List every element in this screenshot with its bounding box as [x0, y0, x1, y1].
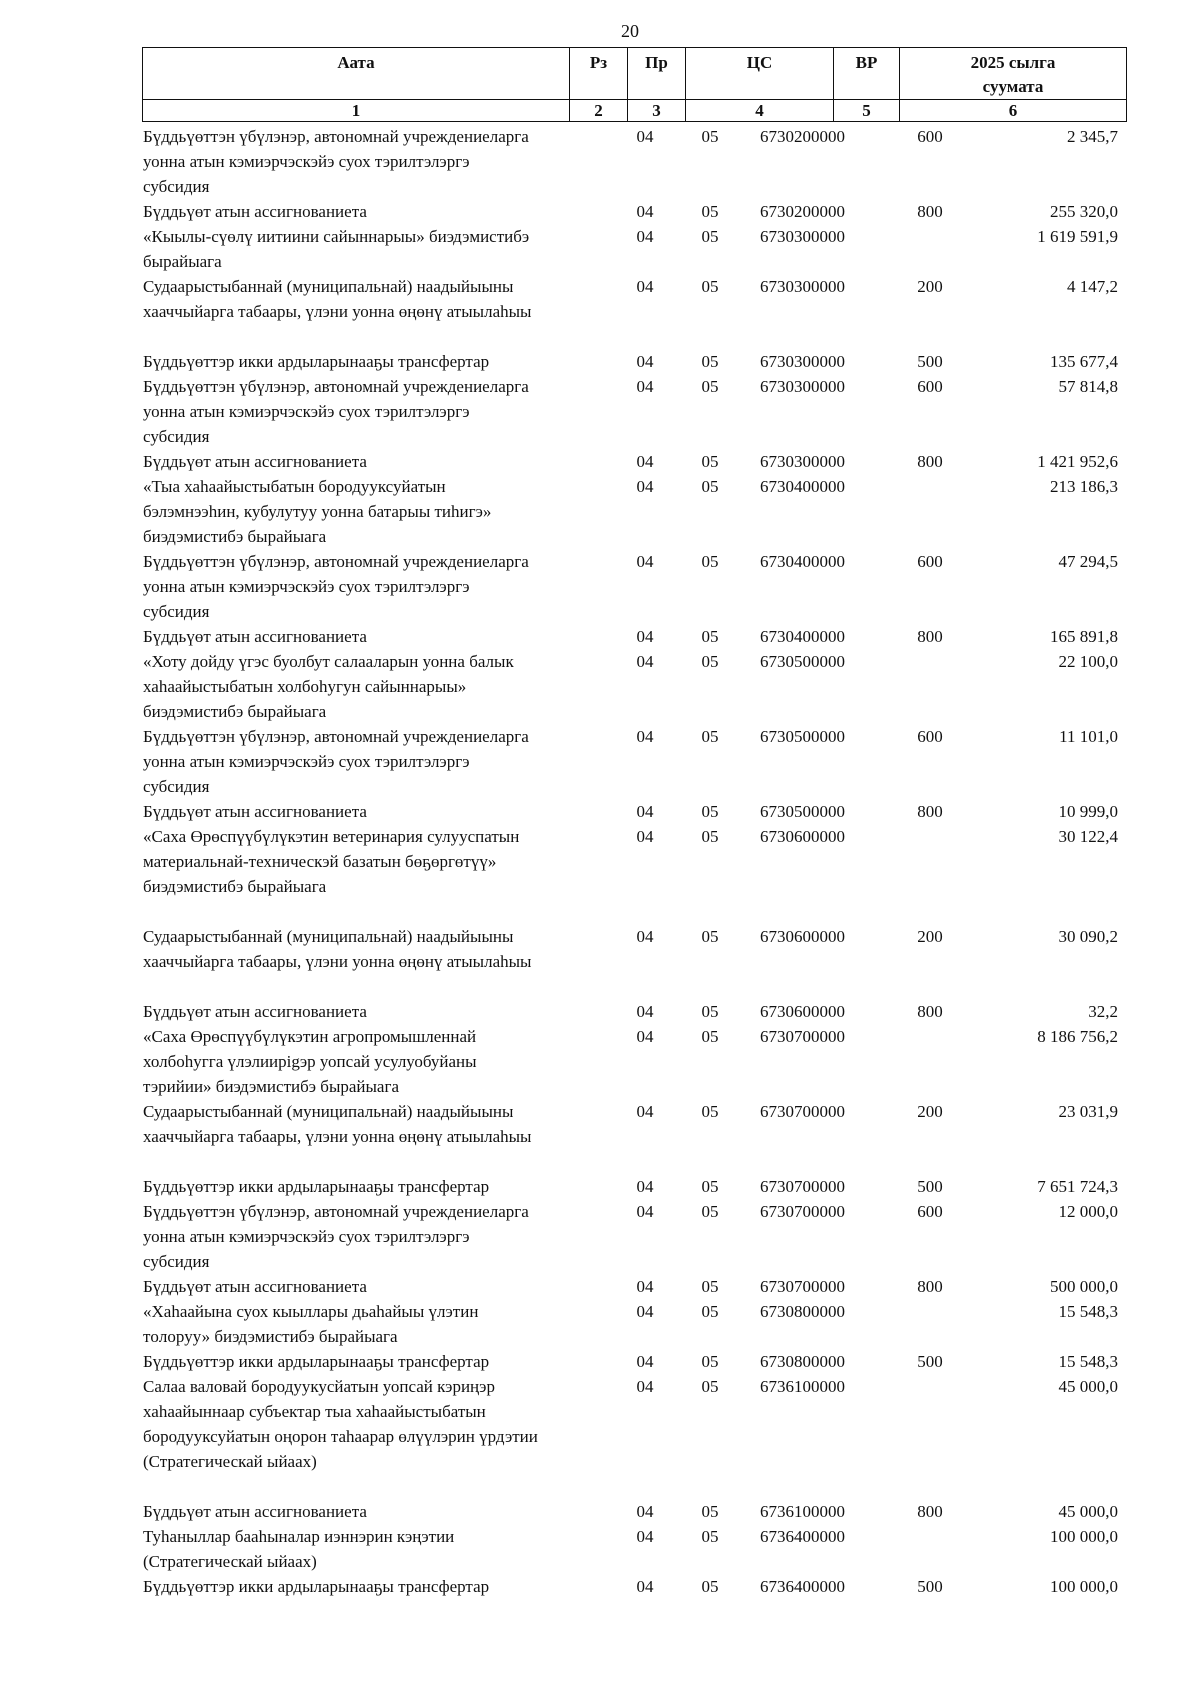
row-rz: 04	[636, 1277, 654, 1296]
row-name-line: «Саха Өрөспүүбүлүкэтин ветеринария сулууспатын	[143, 827, 520, 846]
row-name-line: Судаарыстыбаннай (муниципальнай) наадыйыыны	[143, 1102, 514, 1121]
header-sum-line1: 2025 сылга	[970, 53, 1056, 72]
row-pr: 05	[701, 1502, 719, 1521]
row-sum: 23 031,9	[1058, 1102, 1118, 1121]
row-name-line: хаһаайыннаар субъектар тыа хаһаайыстыбатын	[143, 1402, 486, 1421]
row-pr: 05	[701, 1277, 719, 1296]
table-row	[0, 374, 1200, 449]
row-name-line: уонна атын кэмиэрчэскэйэ суох тэрилтэлэргэ	[143, 402, 470, 421]
row-name	[143, 724, 618, 799]
row-name-line: «Тыа хаһаайыстыбатын бородууксуйатын	[143, 477, 446, 496]
row-name	[143, 1574, 618, 1599]
row-name-line: (Стратегическай ыйаах)	[143, 1452, 317, 1471]
row-vr: 500	[917, 1352, 943, 1371]
row-cs: 6730300000	[760, 277, 845, 296]
row-cs: 6730800000	[760, 1302, 845, 1321]
row-sum: 4 147,2	[1067, 277, 1118, 296]
header-number-2: 2	[570, 100, 628, 122]
row-cs: 6730800000	[760, 1352, 845, 1371]
row-rz: 04	[636, 1377, 654, 1396]
row-pr: 05	[701, 1302, 719, 1321]
table-row	[0, 1174, 1200, 1199]
row-rz: 04	[636, 1102, 654, 1121]
row-pr: 05	[701, 1027, 719, 1046]
header-pr: Пр	[628, 48, 686, 100]
row-name-line: хааччыйарга табаары, үлэни уонна өңөнү атыылаһыы	[143, 1127, 532, 1146]
header-number-1: 1	[143, 100, 570, 122]
table-row	[0, 124, 1200, 199]
table-row	[0, 649, 1200, 724]
page-number: 20	[621, 21, 639, 41]
row-pr: 05	[701, 1577, 719, 1596]
row-pr: 05	[701, 452, 719, 471]
row-name	[143, 274, 618, 324]
row-sum: 500 000,0	[1050, 1277, 1118, 1296]
row-rz: 04	[636, 1502, 654, 1521]
row-vr: 600	[917, 727, 943, 746]
row-name-line: «Саха Өрөспүүбүлүкэтин агропромышленнай	[143, 1027, 477, 1046]
row-name-line: хааччыйарга табаары, үлэни уонна өңөнү атыылаһыы	[143, 952, 532, 971]
row-name-line: Бүддьүөт атын ассигнованиета	[143, 1502, 367, 1521]
row-rz: 04	[636, 227, 654, 246]
row-name	[143, 374, 618, 449]
header-number-5: 5	[834, 100, 900, 122]
row-rz: 04	[636, 377, 654, 396]
row-pr: 05	[701, 927, 719, 946]
row-rz: 04	[636, 1352, 654, 1371]
row-sum: 2 345,7	[1067, 127, 1118, 146]
row-name-line: бэлэмнээһин, кубулутуу уонна батарыы тиһигэ»	[143, 502, 492, 521]
header-name: Аата	[143, 48, 570, 100]
row-rz: 04	[636, 802, 654, 821]
row-name-line: Бүддьүөттэр икки ардыларынааҕы трансфертар	[143, 352, 490, 371]
row-name-line: Судаарыстыбаннай (муниципальнай) наадыйыыны	[143, 927, 514, 946]
header-vr: ВР	[834, 48, 900, 100]
row-name-line: Бүддьүөттэн үбүлэнэр, автономнай учреждениеларга	[143, 1202, 529, 1221]
row-cs: 6730700000	[760, 1102, 845, 1121]
row-rz: 04	[636, 1002, 654, 1021]
row-name	[143, 124, 618, 199]
row-name-line: Бүддьүөттэн үбүлэнэр, автономнай учреждениеларга	[143, 727, 529, 746]
row-pr: 05	[701, 802, 719, 821]
table-row	[0, 624, 1200, 649]
header-cs: ЦС	[686, 48, 834, 100]
row-pr: 05	[701, 377, 719, 396]
row-sum: 8 186 756,2	[1037, 1027, 1118, 1046]
row-name	[143, 1174, 618, 1199]
row-name	[143, 1524, 618, 1574]
row-name-line: материальнай-техническэй базатын бөҕөргөтүү»	[143, 852, 497, 871]
row-vr: 800	[917, 802, 943, 821]
table-row	[0, 1274, 1200, 1299]
row-cs: 6730700000	[760, 1202, 845, 1221]
row-sum: 10 999,0	[1058, 802, 1118, 821]
row-sum: 30 090,2	[1058, 927, 1118, 946]
row-vr: 500	[917, 1177, 943, 1196]
row-vr: 800	[917, 627, 943, 646]
row-name-line: уонна атын кэмиэрчэскэйэ суох тэрилтэлэргэ	[143, 152, 470, 171]
row-rz: 04	[636, 1527, 654, 1546]
row-cs: 6730500000	[760, 652, 845, 671]
row-name	[143, 224, 618, 274]
row-name-line: Бүддьүөттэн үбүлэнэр, автономнай учреждениеларга	[143, 377, 529, 396]
row-name-line: тoлоруу» биэдэмистибэ бырайыага	[143, 1327, 398, 1346]
row-name-line: Бүддьүөт атын ассигнованиета	[143, 627, 367, 646]
row-name	[143, 1499, 618, 1524]
row-vr: 800	[917, 202, 943, 221]
row-pr: 05	[701, 1377, 719, 1396]
row-pr: 05	[701, 827, 719, 846]
row-cs: 6730300000	[760, 227, 845, 246]
row-pr: 05	[701, 652, 719, 671]
row-name	[143, 474, 618, 549]
table-row	[0, 224, 1200, 274]
row-pr: 05	[701, 552, 719, 571]
row-sum: 255 320,0	[1050, 202, 1118, 221]
row-vr: 800	[917, 1002, 943, 1021]
row-pr: 05	[701, 1002, 719, 1021]
row-name	[143, 199, 618, 224]
row-name-line: Бүддьүөттэн үбүлэнэр, автономнай учреждениеларга	[143, 127, 529, 146]
row-rz: 04	[636, 127, 654, 146]
row-name	[143, 1274, 618, 1299]
row-name	[143, 1299, 618, 1349]
row-cs: 6730400000	[760, 552, 845, 571]
row-name-line: биэдэмистибэ бырайыага	[143, 877, 327, 896]
row-vr: 200	[917, 927, 943, 946]
row-pr: 05	[701, 277, 719, 296]
row-pr: 05	[701, 202, 719, 221]
row-sum: 30 122,4	[1058, 827, 1118, 846]
row-name	[143, 1099, 618, 1149]
row-name-line: Судаарыстыбаннай (муниципальнай) наадыйыыны	[143, 277, 514, 296]
table-row	[0, 824, 1200, 899]
row-vr: 800	[917, 1277, 943, 1296]
row-cs: 6730600000	[760, 1002, 845, 1021]
row-rz: 04	[636, 827, 654, 846]
table-row	[0, 1524, 1200, 1574]
row-name	[143, 824, 618, 899]
row-name-line: Бүддьүөттэр икки ардыларынааҕы трансфертар	[143, 1352, 490, 1371]
row-name-line: биэдэмистибэ бырайыага	[143, 702, 327, 721]
header-number-6: 6	[900, 100, 1127, 122]
row-pr: 05	[701, 227, 719, 246]
row-pr: 05	[701, 727, 719, 746]
table-row	[0, 449, 1200, 474]
row-cs: 6730300000	[760, 452, 845, 471]
row-cs: 6730300000	[760, 352, 845, 371]
row-name-line: Бүддьүөттэр икки ардыларынааҕы трансфертар	[143, 1577, 490, 1596]
row-name	[143, 1374, 618, 1474]
row-name-line: биэдэмистибэ бырайыага	[143, 527, 327, 546]
row-sum: 15 548,3	[1058, 1352, 1118, 1371]
row-rz: 04	[636, 552, 654, 571]
table-row	[0, 199, 1200, 224]
row-cs: 6730600000	[760, 927, 845, 946]
row-name-line: Туһаныллар бааһыналар иэннэрин кэңэтии	[143, 1527, 455, 1546]
header-number-3: 3	[628, 100, 686, 122]
row-spacer	[0, 1149, 1200, 1174]
row-name-line: уонна атын кэмиэрчэскэйэ суох тэрилтэлэргэ	[143, 1227, 470, 1246]
row-rz: 04	[636, 1302, 654, 1321]
row-cs: 6730400000	[760, 477, 845, 496]
table-row	[0, 549, 1200, 624]
row-sum: 47 294,5	[1058, 552, 1118, 571]
row-sum: 32,2	[1088, 1002, 1118, 1021]
row-pr: 05	[701, 127, 719, 146]
row-vr: 500	[917, 1577, 943, 1596]
row-rz: 04	[636, 277, 654, 296]
row-rz: 04	[636, 1027, 654, 1046]
row-vr: 600	[917, 127, 943, 146]
row-sum: 1 421 952,6	[1037, 452, 1118, 471]
row-sum: 22 100,0	[1058, 652, 1118, 671]
row-name	[143, 999, 618, 1024]
row-sum: 213 186,3	[1050, 477, 1118, 496]
row-name-line: холбоһугга үлэлиирigэр уопсай усулуобуйаны	[143, 1052, 477, 1071]
row-name	[143, 1199, 618, 1274]
row-name	[143, 349, 618, 374]
row-sum: 11 101,0	[1059, 727, 1118, 746]
row-name-line: субсидия	[143, 602, 210, 621]
table-row	[0, 1199, 1200, 1274]
row-cs: 6730500000	[760, 727, 845, 746]
row-name-line: уонна атын кэмиэрчэскэйэ суох тэрилтэлэргэ	[143, 752, 470, 771]
row-cs: 6730700000	[760, 1027, 845, 1046]
header-number-4: 4	[686, 100, 834, 122]
row-rz: 04	[636, 452, 654, 471]
row-name-line: хаһаайыстыбатын холбоһугун сайыннарыы»	[143, 677, 467, 696]
header-sum	[900, 48, 1127, 100]
row-vr: 600	[917, 377, 943, 396]
row-sum: 7 651 724,3	[1037, 1177, 1118, 1196]
row-name-line: субсидия	[143, 1252, 210, 1271]
row-name-line: «Хаһаайына суох кыыллары дьаһайыы үлэтин	[143, 1302, 479, 1321]
row-spacer	[0, 974, 1200, 999]
row-cs: 6736100000	[760, 1377, 845, 1396]
table-body	[0, 124, 1200, 1599]
row-cs: 6730700000	[760, 1177, 845, 1196]
row-name-line: тэрийии» биэдэмистибэ бырайыага	[143, 1077, 399, 1096]
row-name-line: Бүддьүөт атын ассигнованиета	[143, 1277, 367, 1296]
table-row	[0, 1574, 1200, 1599]
row-cs: 6730500000	[760, 802, 845, 821]
row-name-line: хааччыйарга табаары, үлэни уонна өңөнү атыылаһыы	[143, 302, 532, 321]
row-name-line: субсидия	[143, 427, 210, 446]
row-rz: 04	[636, 352, 654, 371]
row-name	[143, 449, 618, 474]
row-sum: 12 000,0	[1058, 1202, 1118, 1221]
row-cs: 6730600000	[760, 827, 845, 846]
row-name-line: бырайыага	[143, 252, 222, 271]
table-row	[0, 1299, 1200, 1349]
row-vr: 600	[917, 1202, 943, 1221]
row-name-line: уонна атын кэмиэрчэскэйэ суох тэрилтэлэргэ	[143, 577, 470, 596]
row-sum: 15 548,3	[1058, 1302, 1118, 1321]
row-name	[143, 624, 618, 649]
table-row	[0, 1499, 1200, 1524]
row-cs: 6730200000	[760, 202, 845, 221]
row-sum: 165 891,8	[1050, 627, 1118, 646]
row-pr: 05	[701, 1527, 719, 1546]
row-rz: 04	[636, 727, 654, 746]
table-row	[0, 799, 1200, 824]
row-vr: 200	[917, 277, 943, 296]
row-sum: 57 814,8	[1058, 377, 1118, 396]
row-sum: 135 677,4	[1050, 352, 1118, 371]
row-sum: 45 000,0	[1058, 1502, 1118, 1521]
row-name	[143, 1349, 618, 1374]
row-sum: 1 619 591,9	[1037, 227, 1118, 246]
row-name-line: «Хоту дойду үгэс буолбут салааларын уонна балык	[143, 652, 514, 671]
row-name-line: «Кыылы-сүөлү иитиини сайыннарыы» биэдэмистибэ	[143, 227, 530, 246]
row-rz: 04	[636, 202, 654, 221]
table-row	[0, 999, 1200, 1024]
row-name-line: субсидия	[143, 777, 210, 796]
row-name	[143, 549, 618, 624]
row-cs: 6730700000	[760, 1277, 845, 1296]
row-vr: 800	[917, 1502, 943, 1521]
row-rz: 04	[636, 927, 654, 946]
table-row	[0, 274, 1200, 324]
row-rz: 04	[636, 1177, 654, 1196]
row-sum: 100 000,0	[1050, 1577, 1118, 1596]
row-cs: 6736100000	[760, 1502, 845, 1521]
table-row	[0, 724, 1200, 799]
table-row	[0, 349, 1200, 374]
row-pr: 05	[701, 1177, 719, 1196]
row-rz: 04	[636, 1202, 654, 1221]
row-sum: 45 000,0	[1058, 1377, 1118, 1396]
table-row	[0, 1349, 1200, 1374]
row-name-line: Бүддьүөттэр икки ардыларынааҕы трансфертар	[143, 1177, 490, 1196]
row-cs: 6736400000	[760, 1527, 845, 1546]
row-pr: 05	[701, 352, 719, 371]
row-pr: 05	[701, 1352, 719, 1371]
row-pr: 05	[701, 477, 719, 496]
row-rz: 04	[636, 627, 654, 646]
header-rz: Рз	[570, 48, 628, 100]
header-sum-line2: суумата	[982, 77, 1044, 96]
table-row	[0, 1024, 1200, 1099]
table-row	[0, 1374, 1200, 1474]
row-name	[143, 1024, 618, 1099]
row-pr: 05	[701, 627, 719, 646]
row-rz: 04	[636, 477, 654, 496]
table-header	[142, 47, 1127, 122]
row-name-line: Бүддьүөт атын ассигнованиета	[143, 452, 367, 471]
row-cs: 6730300000	[760, 377, 845, 396]
row-name-line: (Стратегическай ыйаах)	[143, 1552, 317, 1571]
row-name-line: Бүддьүөт атын ассигнованиета	[143, 202, 367, 221]
row-vr: 800	[917, 452, 943, 471]
row-name	[143, 924, 618, 974]
table-row	[0, 474, 1200, 549]
row-sum: 100 000,0	[1050, 1527, 1118, 1546]
row-name	[143, 649, 618, 724]
row-pr: 05	[701, 1102, 719, 1121]
row-rz: 04	[636, 652, 654, 671]
row-name-line: Бүддьүөттэн үбүлэнэр, автономнай учреждениеларга	[143, 552, 529, 571]
row-name-line: Бүддьүөт атын ассигнованиета	[143, 1002, 367, 1021]
row-rz: 04	[636, 1577, 654, 1596]
row-name-line: Бүддьүөт атын ассигнованиета	[143, 802, 367, 821]
table-row	[0, 924, 1200, 974]
row-pr: 05	[701, 1202, 719, 1221]
row-cs: 6730200000	[760, 127, 845, 146]
table-row	[0, 1099, 1200, 1149]
row-cs: 6730400000	[760, 627, 845, 646]
row-vr: 200	[917, 1102, 943, 1121]
row-name-line: субсидия	[143, 177, 210, 196]
row-name-line: бородууксуйатын оңорон таһаарар өлүүлэрин үрдэтии	[143, 1427, 538, 1446]
row-spacer	[0, 1474, 1200, 1499]
row-cs: 6736400000	[760, 1577, 845, 1596]
row-spacer	[0, 899, 1200, 924]
row-vr: 600	[917, 552, 943, 571]
row-name	[143, 799, 618, 824]
row-vr: 500	[917, 352, 943, 371]
row-name-line: Салаа валовай бородуукусйатын уопсай кэриңэр	[143, 1377, 495, 1396]
row-spacer	[0, 324, 1200, 349]
